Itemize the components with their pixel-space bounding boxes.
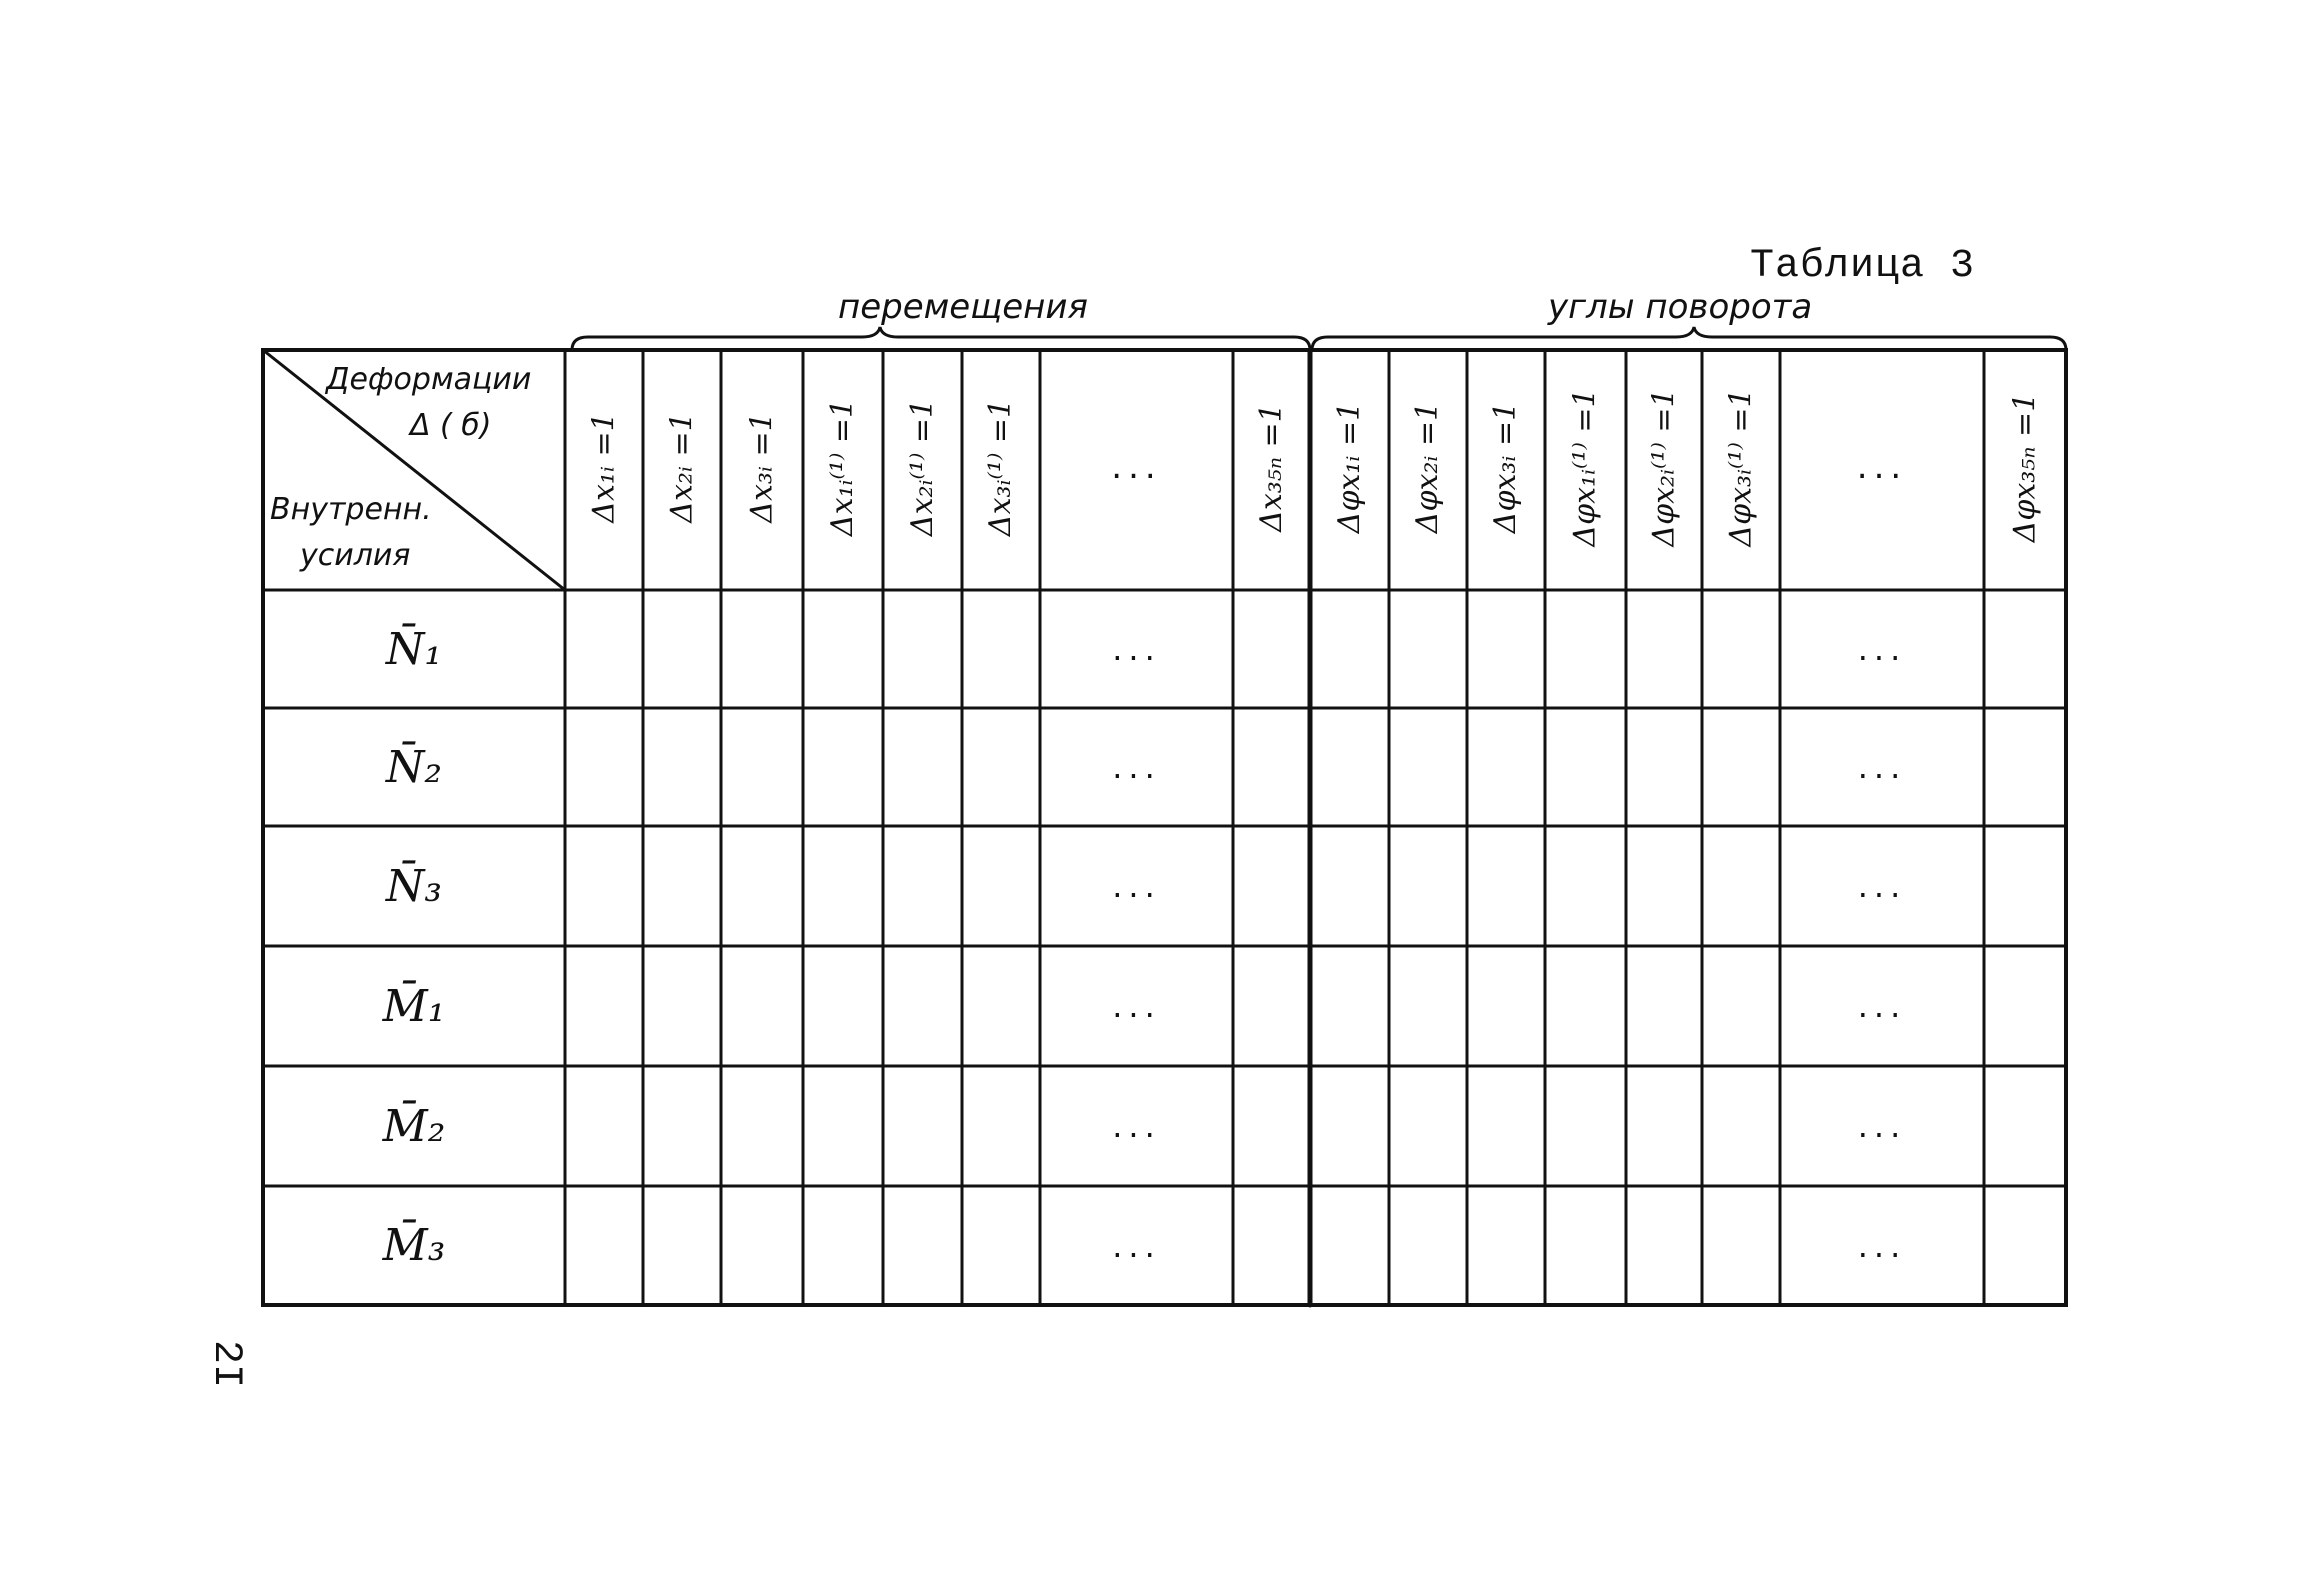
table-cell-ellipsis: ... [1857, 630, 1907, 668]
corner-label-internal: Внутренн. [270, 492, 432, 527]
row-label-n2: N̄₂ [385, 741, 443, 793]
table-cell-ellipsis: ... [1857, 1226, 1907, 1265]
table-cell-ellipsis: ... [1112, 748, 1161, 786]
column-header-dphi35n: Δφx₃₅ₙ =1 [2007, 392, 2043, 542]
corner-label-deformations: Деформации [326, 362, 532, 397]
column-header-dx35n: Δx₃₅ₙ =1 [1254, 402, 1289, 532]
row-label-m1: M̄₁ [382, 980, 446, 1032]
table-cell-ellipsis: ... [1857, 748, 1907, 786]
group-label-displacements: перемещения [838, 287, 1088, 327]
table-cell-ellipsis: ... [1112, 1226, 1161, 1265]
table-cell-ellipsis: ... [1112, 630, 1161, 668]
column-header-dphi1-1: Δφx₁ᵢ⁽¹⁾ =1 [1568, 387, 1603, 547]
group-label-rotations: углы поворота [1548, 287, 1813, 327]
column-header-dphi3: Δφx₃ᵢ =1 [1488, 401, 1524, 533]
table-title: Таблица 3 [1750, 244, 1976, 289]
column-header-dx1: Δx₁ᵢ =1 [586, 411, 622, 523]
column-header-ellipsis-rotations: ... [1856, 447, 1908, 487]
column-header-dphi2-1: Δφx₂ᵢ⁽¹⁾ =1 [1646, 387, 1682, 547]
table-cell-ellipsis: ... [1857, 867, 1907, 905]
column-header-dphi2: Δφx₂ᵢ =1 [1410, 401, 1446, 533]
table-cell-ellipsis: ... [1857, 987, 1907, 1025]
table-cell-ellipsis: ... [1112, 1107, 1161, 1145]
column-header-dx2: Δx₂ᵢ =1 [664, 411, 700, 523]
row-label-n3: N̄₃ [385, 860, 443, 912]
row-label-n1: N̄₁ [385, 623, 443, 675]
corner-label-forces: усилия [300, 538, 411, 573]
page-number: 2I [203, 1340, 248, 1389]
table-cell-ellipsis: ... [1857, 1107, 1907, 1145]
column-header-dphi1: Δφx₁ᵢ =1 [1332, 401, 1368, 533]
brace-rotations [1312, 327, 2066, 350]
table-cell-ellipsis: ... [1112, 867, 1161, 905]
column-header-ellipsis-displacements: ... [1111, 447, 1162, 487]
table-cell-ellipsis: ... [1112, 987, 1161, 1025]
brace-displacements [572, 327, 1310, 350]
column-header-dx2-1: Δx₂ᵢ⁽¹⁾ =1 [905, 398, 941, 536]
column-header-dx3-1: Δx₃ᵢ⁽¹⁾ =1 [983, 398, 1019, 536]
corner-label-delta: Δ ( б) [410, 408, 492, 443]
column-header-dphi3-1: Δφx₃ᵢ⁽¹⁾ =1 [1723, 387, 1759, 547]
column-header-dx3: Δx₃ᵢ =1 [744, 411, 780, 523]
row-label-m3: M̄₃ [382, 1220, 446, 1271]
row-label-m2: M̄₂ [382, 1100, 446, 1152]
column-header-dx1-1: Δx₁ᵢ⁽¹⁾ =1 [825, 398, 861, 536]
